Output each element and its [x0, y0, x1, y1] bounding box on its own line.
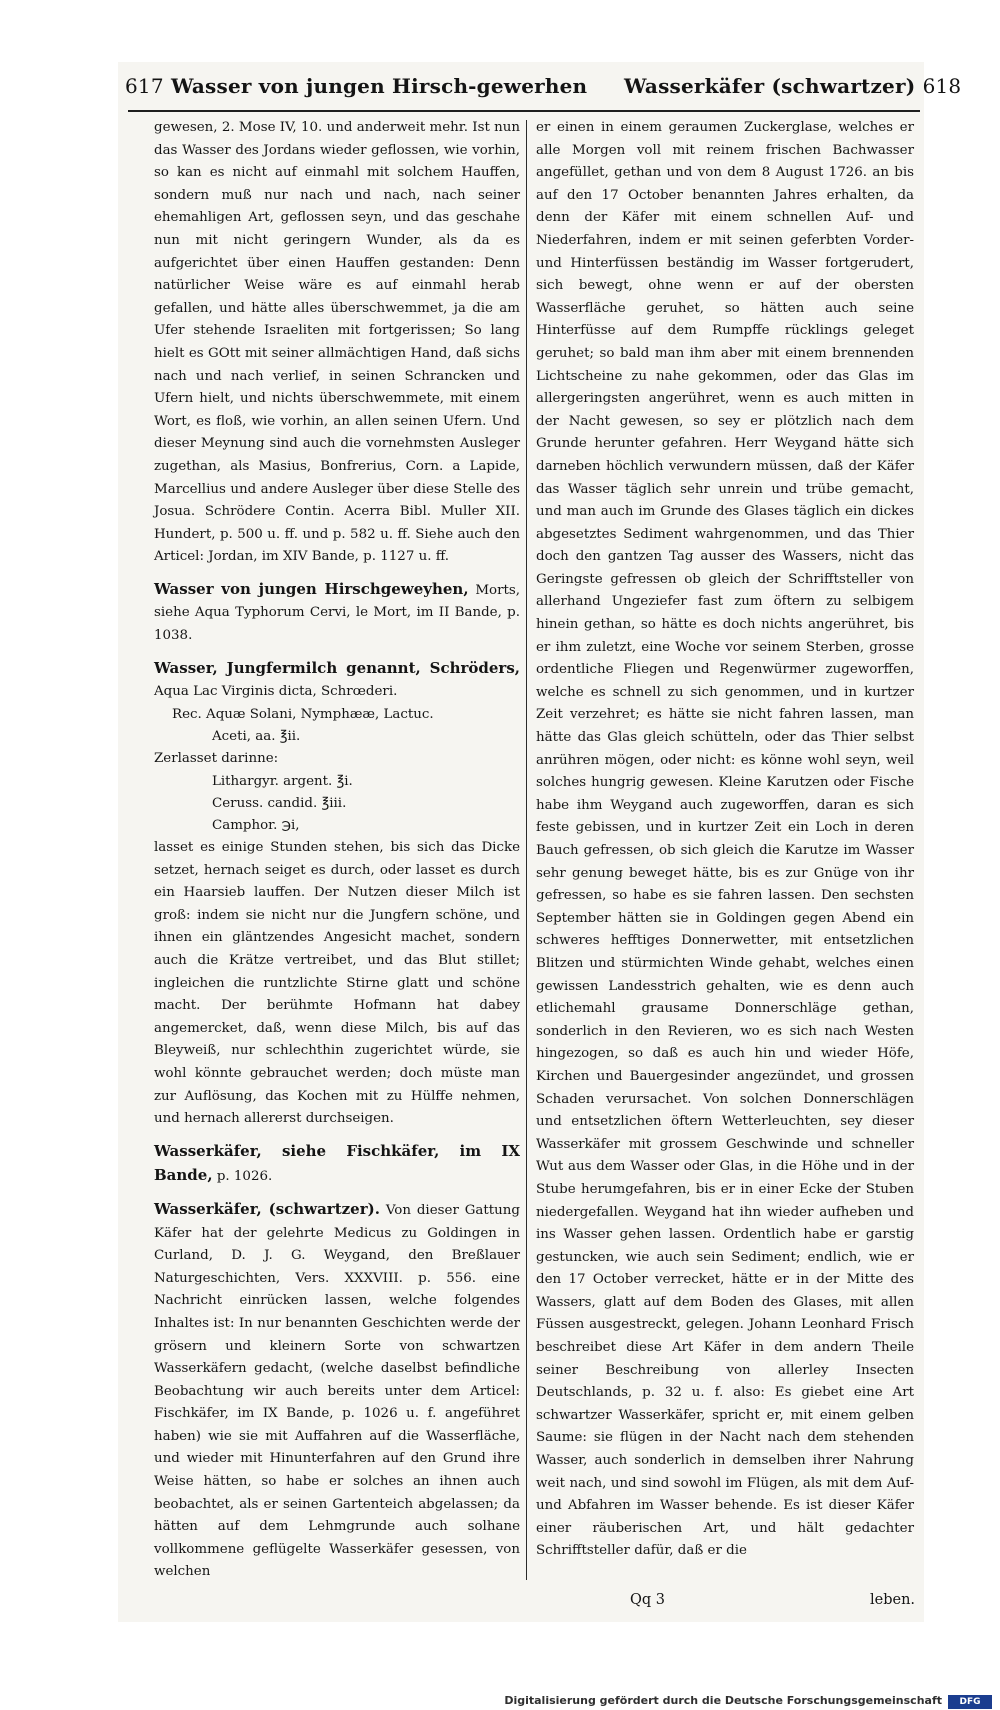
running-head-right [624, 74, 961, 98]
entry-text: p. 1026. [216, 1169, 273, 1185]
recipe-instruction: Zerlasset darinne: [154, 751, 279, 767]
right-column [536, 117, 914, 1563]
paragraph: lasset es einige Stunden stehen, bis sich das Dicke setzet, hernach seiget es durch, oder lasset es durch ein Haarsieb lauffen. Der Nutzen dieser Milch ist groß: indem sie nicht nur die Jungfern schöne, und ihnen ein gläntzendes Angesicht machet, sondern auch die Krätze vertreibet, und das Blut stillet; ingleichen die runtzlichte Stirne glatt und schöne macht. Der berühmte Hofmann hat dabey angemercket, daß, wenn diese Milch, bis auf das Bleyweiß, nur schlechthin zugerichtet würde, sie wohl könnte gebrauchet werden; doch müste man zur Auflösung, das Kochen mit zu Hülffe nehmen, und hernach allererst durchseigen. [154, 840, 520, 1127]
column-divider [526, 120, 527, 1580]
ingredient-line: Camphor. ℈i, [212, 818, 300, 834]
entry-text: Aqua Lac Virginis dicta, Schrœderi. [154, 684, 398, 700]
running-title-left: Wasser von jungen Hirsch-gewerhen [170, 74, 588, 98]
signature-mark: Qq 3 [630, 1592, 666, 1608]
left-column [154, 117, 520, 1584]
entry-text: Morts, siehe Aqua Typhorum Cervi, le Mort, im II Bande, p. 1038. [154, 582, 520, 644]
running-head-left [125, 74, 587, 98]
recipe-line: Aceti, aa. ℥ii. [212, 729, 301, 745]
running-title-right: Wasserkäfer (schwartzer) [624, 74, 916, 98]
entry-wasserkaefer-schwartzer [154, 1198, 520, 1584]
header-rule [128, 110, 920, 112]
ingredient-line: Ceruss. candid. ℥iii. [212, 796, 347, 812]
dfg-logo: DFG [948, 1695, 992, 1709]
entry-heading: Wasserkäfer, siehe Fischkäfer, im IX Bande, [154, 1141, 520, 1185]
recipe-line: Rec. Aquæ Solani, Nymphææ, Lactuc. [172, 706, 434, 722]
entry-heading: Wasser, Jungfermilch genannt, Schröders, [154, 658, 520, 677]
page-number-right: 618 [922, 74, 962, 98]
entry-wasserkaefer-ref [154, 1140, 520, 1189]
ingredient-line: Lithargyr. argent. ℥i. [212, 774, 353, 790]
paragraph: er einen in einem geraumen Zuckerglase, welches er alle Morgen voll mit reinem frischen Bachwasser angefüllet, gethan und von dem 8 August 1726. an bis auf den 17 October benannten Jahres erhalten, da denn der Käfer mit einem schnellen Auf- und Niederfahren, indem er mit seinen geferbten Vorder- und Hinterfüssen beständig im Wasser fortgerudert, sich bewegt, ohne wenn er auf der obersten Wasserfläche geruhet, so hätten auch seine Hinterfüsse auf dem Rumpffe rücklings geleget geruhet; so bald man ihm aber mit einem brennenden Lichtscheine zu nahe gekommen, oder das Glas im allergeringsten angerühret, wenn es auch mitten in der Nacht gewesen, so sey er plötzlich nach dem Grunde herunter gefahren. Herr Weygand hätte sich darneben höchlich verwundern müssen, daß der Käfer das Wasser täglich sehr unrein und trübe gemacht, und man auch im Grunde des Glases täglich ein dickes abgesetztes Sediment wahrgenommen, und das Thier doch den gantzen Tag ausser des Wassers, nicht das Geringste gefressen ob gleich der Schrifftsteller von allerhand Ungeziefer fast zum öftern zu selbigem hinein gethan, so hätte es doch nichts angerühret, bis er ihm zuletzt, eine Woche vor seinem Sterben, grosse ordentliche Fliegen und Regenwürmer zugeworffen, welche es schnell zu sich genommen, und in kurtzer Zeit verzehret; es hätte sie nicht fahren lassen, man hätte das Glas gleich schütteln, oder das Thier selbst anrühren mögen, oder nicht: es könne wohl seyn, weil solches hungrig gewesen. Kleine Karutzen oder Fische habe ihm Weygand auch zugeworffen, daran es sich feste gebissen, und in kurtzer Zeit ein Loch in deren Bauch gefressen, ob sich gleich die Karutze im Wasser sehr genung beweget hätte, bis es zur Gnüge von ihr gefressen, so habe es sie fahren lassen. Den sechsten September hätten sie in Goldingen gegen Abend ein schweres hefftiges Donnerwetter, mit entsetzlichen Blitzen und stürmichten Winde gehabt, welches einen gewissen Landesstrich gehalten, wie es denn auch etlichemahl grausame Donnerschläge gethan, sonderlich in den Revieren, wo es sich nach Westen hingezogen, so daß es auch hin und wieder Höfe, Kirchen und Bauergesinder angezündet, und grossen Schaden verursachet. Von solchen Donnerschlägen und entsetzlichen öftern Wetterleuchten, sey dieser Wasserkäfer mit grossem Geschwinde und schneller Wut aus dem Wasser oder Glas, in die Höhe und in der Stube herumgefahren, bis er in einer Ecke der Stuben niedergefallen. Weygand hat ihn wieder aufheben und ins Wasser gehen lassen. Ordentlich habe er garstig gestuncken, wie auch sein Sediment; endlich, wie er den 17 October verrecket, hätte er in der Mitte des Wassers, glatt auf dem Boden des Glases, mit allen Füssen ausgestreckt, gelegen. Johann Leonhard Frisch beschreibet diese Art Käfer in dem andern Theile seiner Beschreibung von allerley Insecten Deutschlands, p. 32 u. f. also: Es giebet eine Art schwartzer Wasserkäfer, spricht er, mit einem gelben Saume: sie flügen in der Nacht nach dem stehenden Wasser, auch sonderlich in demselben ihrer Nahrung weit nach, und sind sowohl im Flügen, als mit dem Auf- und Abfahren im Wasser behende. Es ist dieser Käfer einer räuberischen Art, und hält gedachter Schrifftsteller dafür, daß er die [536, 120, 914, 1559]
entry-text: Von dieser Gattung Käfer hat der gelehrte Medicus zu Goldingen in Curland, D. J. G. Weygand, den Breßlauer Naturgeschichten, Vers. XXXVIII. p. 556. eine Nachricht einrücken lassen, welche folgendes Inhaltes ist: In nur benannten Geschichten werde der grösern und kleinern Sorte von schwartzen Wasserkäfern gedacht, (welche daselbst befindliche Beobachtung wir auch bereits unter dem Articel: Fischkäfer, im IX Bande, p. 1026 u. f. angeführet haben) wie sie mit Auffahren auf die Wasserfläche, und wieder mit Hinunterfahren auf den Grund ihre Weise hätten, so habe er solches an ihnen auch beobachtet, als er seinen Gartenteich abgelassen; da hätten auf dem Lehmgrunde auch solhane vollkommene geflügelte Wasserkäfer gesessen, von welchen [154, 1202, 520, 1580]
entry-wasser-jungfermilch [154, 657, 520, 704]
entry-heading: Wasserkäfer, (schwartzer). [154, 1199, 380, 1218]
entry-wasser-hirschgeweyhen [154, 578, 520, 648]
footer-text: Digitalisierung gefördert durch die Deutsche Forschungsgemeinschaft [504, 1694, 942, 1707]
digitization-footer [0, 1694, 1000, 1710]
entry-heading: Wasser von jungen Hirschgeweyhen, [154, 579, 469, 598]
catchword: leben. [870, 1592, 916, 1608]
paragraph: gewesen, 2. Mose IV, 10. und anderweit mehr. Ist nun das Wasser des Jordans wieder geflossen, wie vorhin, so kan es nicht auf einmahl mit solchem Hauffen, sondern muß nur nach und nach, nach seiner ehemahligen Art, geflossen seyn, und das geschahe nun mit nicht geringern Wunder, als da es aufgerichtet über einen Hauffen gestanden: Denn natürlicher Weise wäre es auf einmahl herab gefallen, und hätte alles überschwemmet, ja die am Ufer stehende Israeliten mit fortgerissen; So lang hielt es GOtt mit seiner allmächtigen Hand, daß sichs nach und nach verlief, in seinen Schrancken und Ufern hielt, und nichts überschwemmete, mit einem Wort, es floß, wie vorhin, an allen seinen Ufern. Und dieser Meynung sind auch die vornehmsten Ausleger zugethan, als Masius, Bonfrerius, Corn. a Lapide, Marcellius und andere Ausleger über diese Stelle des Josua. Schrödere Contin. Acerra Bibl. Muller XII. Hundert, p. 500 u. ff. und p. 582 u. ff. Siehe auch den Articel: Jordan, im XIV Bande, p. 1127 u. ff. [154, 120, 520, 565]
page-number-left: 617 [125, 74, 164, 98]
